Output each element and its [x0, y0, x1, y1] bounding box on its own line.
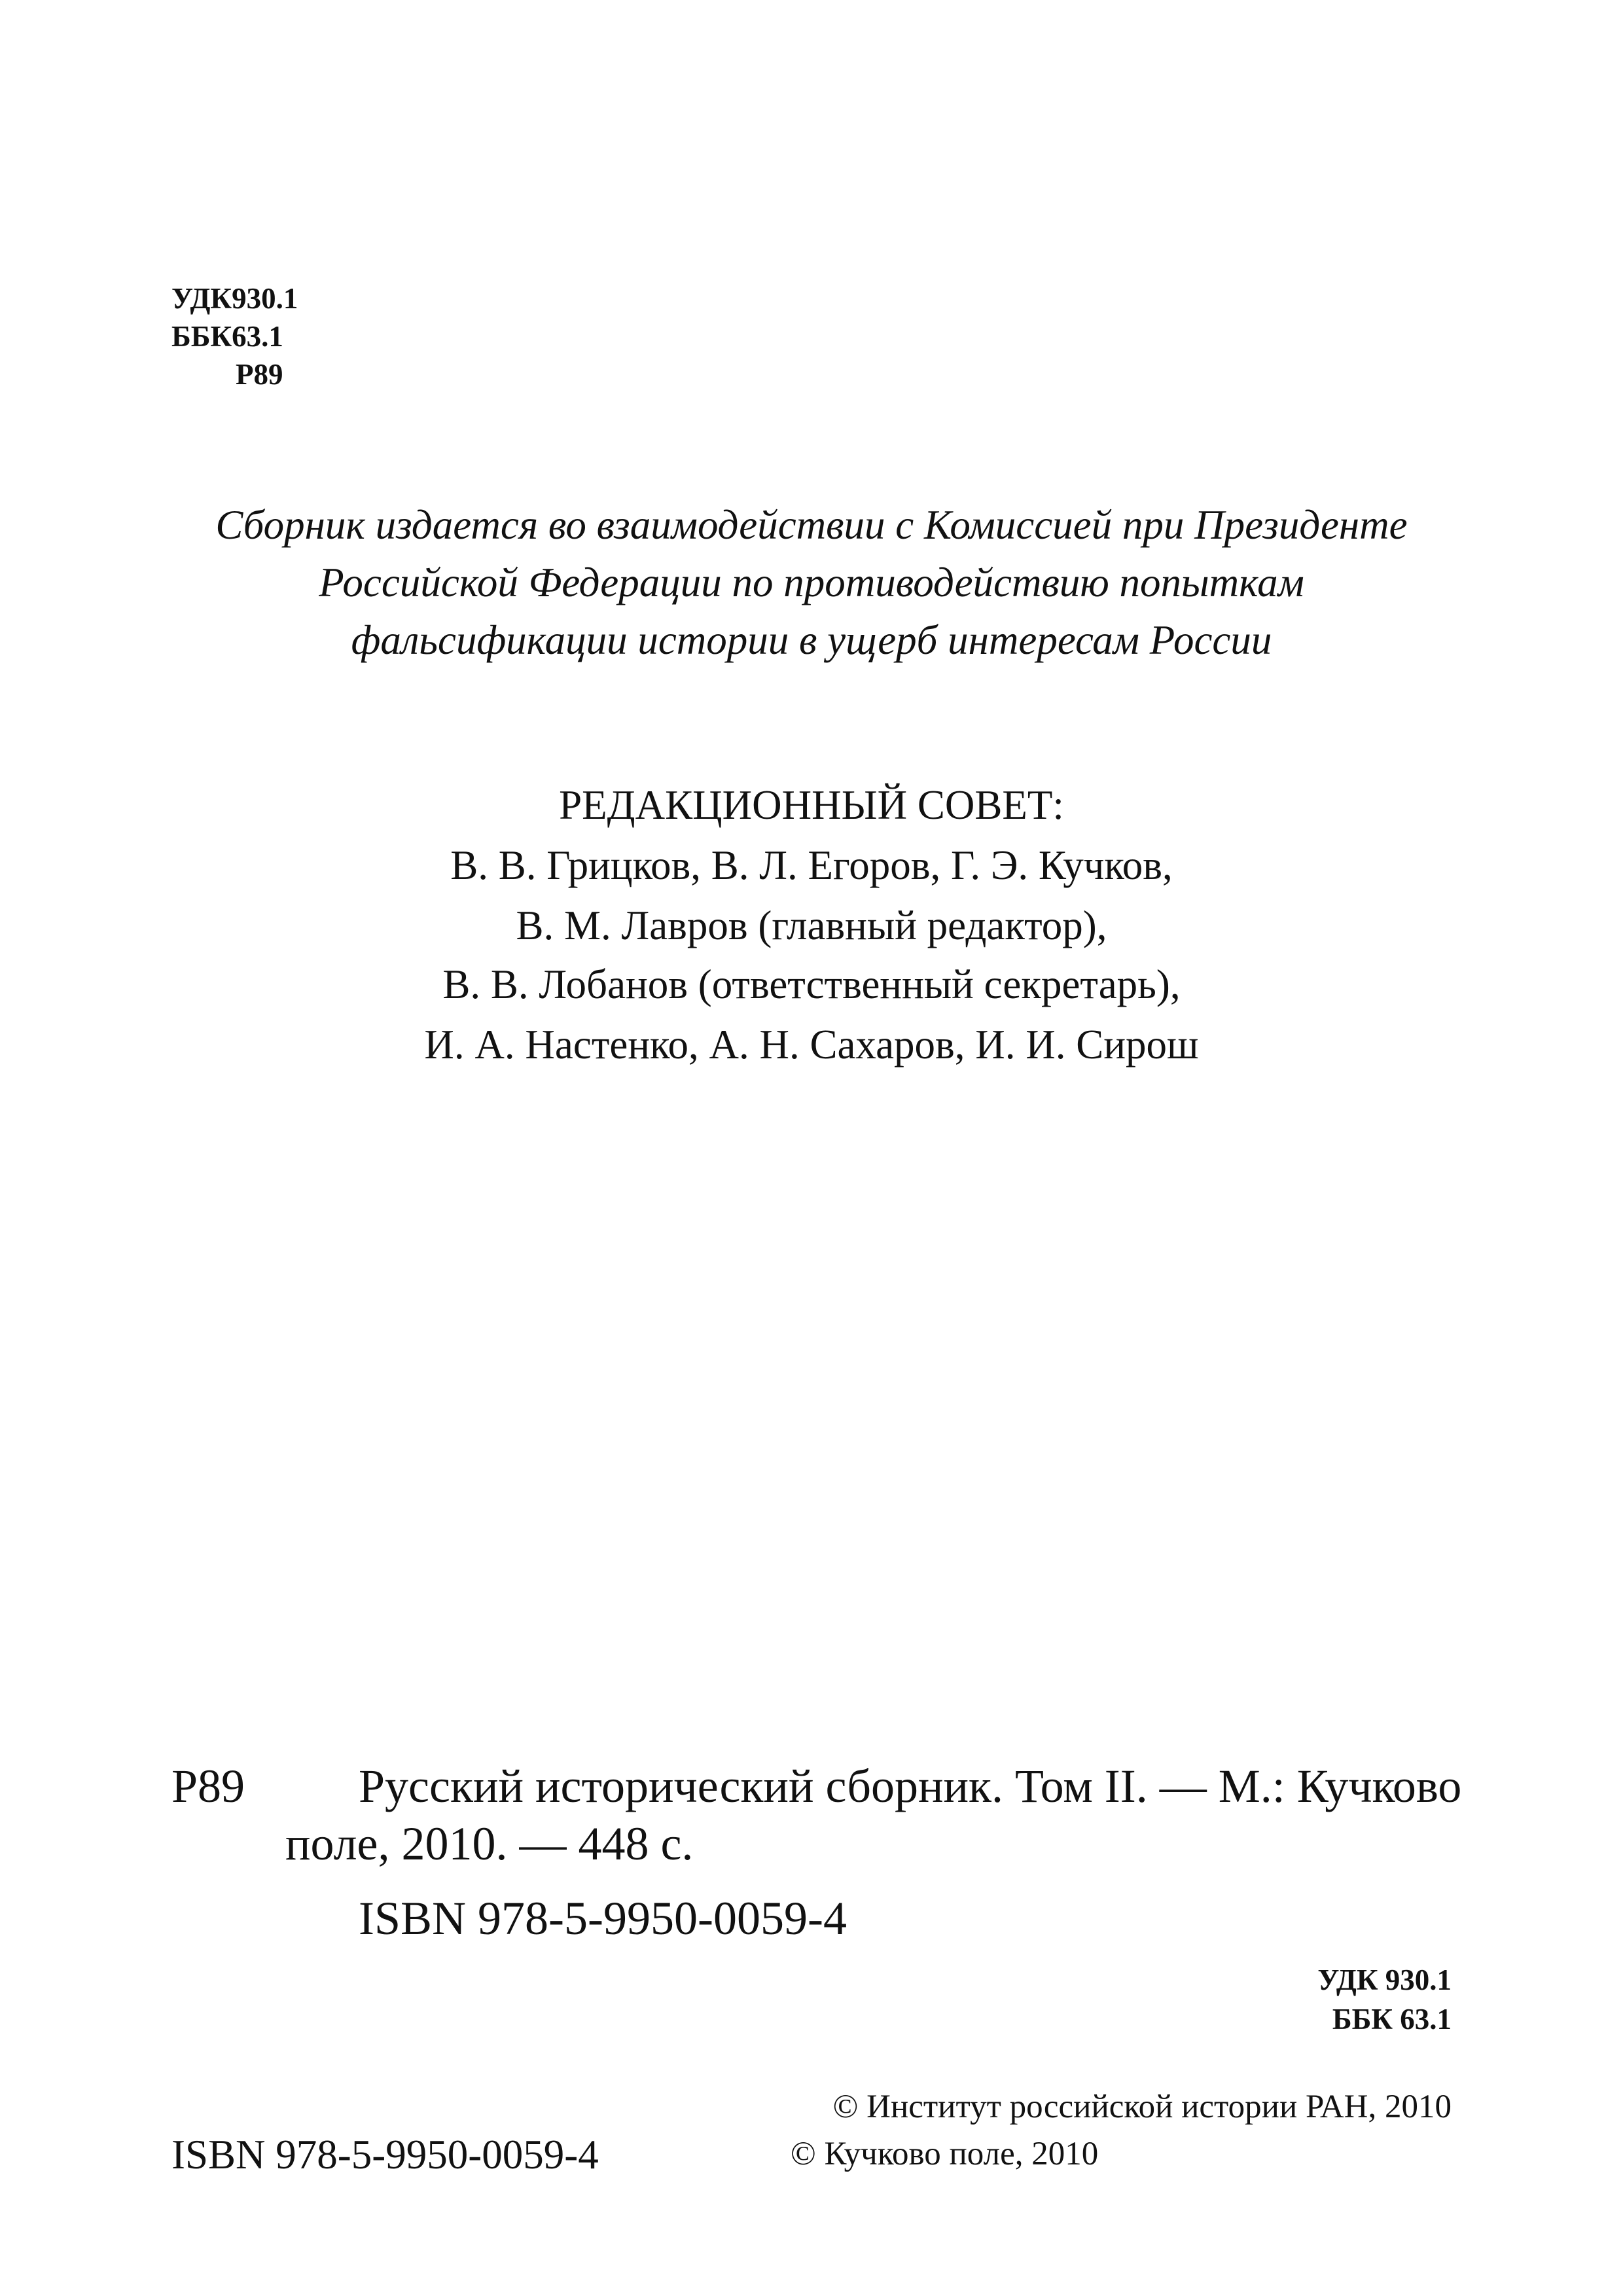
copyright-line: © Институт российской истории РАН, 2010	[832, 2089, 1452, 2125]
bib-isbn: ISBN 978-5-9950-0059-4	[359, 1892, 847, 1945]
statement-line: Сборник издается во взаимодействии с Комиссией при Президенте	[215, 502, 1408, 548]
footer-isbn: ISBN 978-5-9950-0059-4	[171, 2132, 599, 2178]
statement-line: фальсификации истории в ущерб интересам России	[351, 617, 1272, 663]
author-mark: Р89	[236, 358, 283, 391]
statement-line: Российской Федерации по противодействию попыткам	[319, 560, 1304, 605]
udk-code-bottom: УДК 930.1	[1317, 1964, 1452, 1996]
editorial-board-line: В. М. Лавров (главный редактор),	[516, 903, 1107, 948]
editorial-board-line: В. В. Лобанов (ответственный секретарь),	[442, 961, 1181, 1007]
bbk-code-bottom: ББК 63.1	[1332, 2003, 1452, 2036]
editorial-board-line: В. В. Грицков, В. Л. Егоров, Г. Э. Кучков,	[450, 842, 1173, 888]
copyright-line: © Кучково поле, 2010	[791, 2136, 1099, 2172]
editorial-board-line: И. А. Настенко, А. Н. Сахаров, И. И. Сирош	[424, 1022, 1199, 1067]
udk-code: УДК930.1	[171, 282, 298, 315]
bib-imprint-line: поле, 2010. — 448 с.	[285, 1818, 694, 1870]
bib-author-mark: Р89	[171, 1760, 245, 1812]
editorial-board-heading: РЕДАКЦИОННЫЙ СОВЕТ:	[559, 782, 1064, 828]
bbk-code: ББК63.1	[171, 320, 283, 353]
bib-title-line: Русский исторический сборник. Том II. — М.: Кучково	[359, 1760, 1462, 1812]
